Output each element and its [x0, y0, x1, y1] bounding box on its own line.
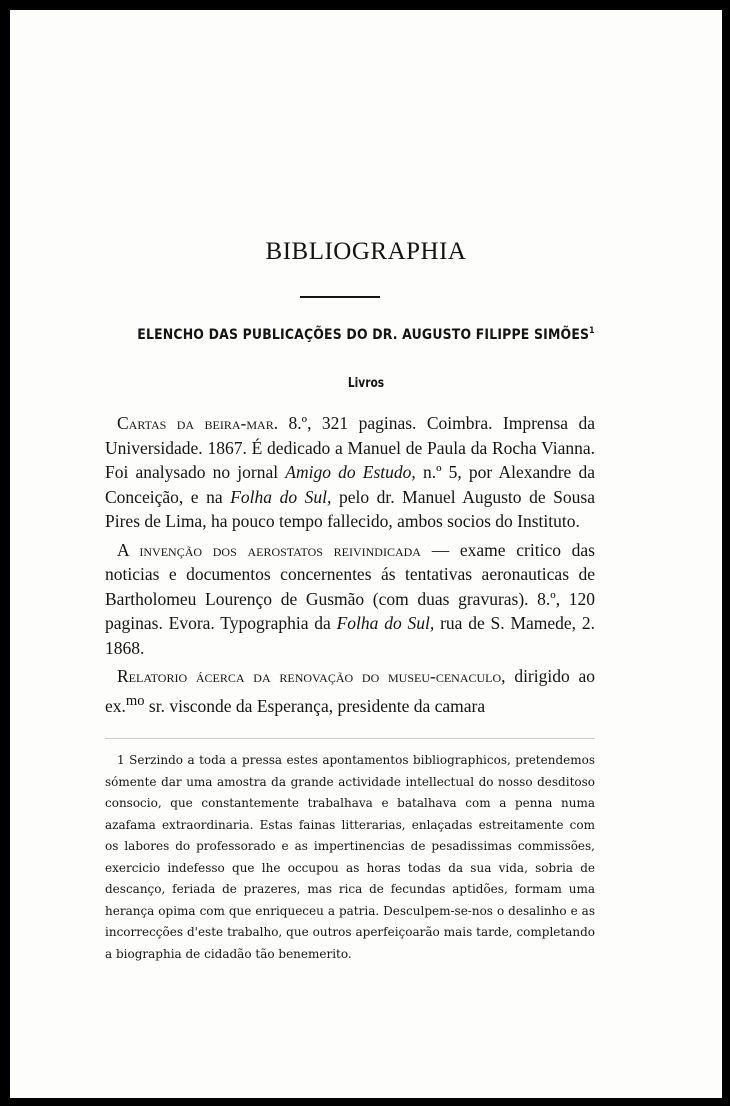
book-page — [10, 10, 722, 1098]
footnote-separator — [105, 738, 595, 739]
entry-italic: Amigo do Estudo, — [285, 462, 416, 482]
entry-text: pelo dr. Manuel Augusto de Sousa Pires de Lima, ha pouco tempo fallecido, ambos socios do Instituto. — [105, 486, 595, 531]
footnote-mark: 1 — [117, 753, 125, 767]
subtitle-footnote-mark: 1 — [589, 326, 595, 336]
page-title: BIBLIOGRAPHIA — [265, 238, 467, 265]
entry-italic: Folha do Sul, — [336, 613, 435, 633]
section-heading: Livros — [347, 376, 385, 391]
entry-italic: Folha do Sul, — [230, 486, 332, 507]
entry-superscript: mo — [125, 692, 145, 709]
entry-text: 8.º, 321 paginas. Coimbra. Imprensa da Universidade. 1867. É dedicado a Manuel de Paula da Rocha Vianna. Foi analysado no jornal — [105, 413, 595, 482]
entry-text: — exame critico das noticias e documentos concernentes ás tentativas aeronauticas de Bartholomeu Lourenço de Gusmão (com duas gravuras). 8.º, 120 paginas. Evora. Typographia da — [105, 539, 595, 633]
footnote — [105, 750, 595, 965]
entry-paragraph — [105, 538, 595, 661]
entry-title: Cartas da beira-mar. — [117, 413, 279, 433]
entry-text: rua de S. Mamede, 2. 1868. — [105, 613, 595, 658]
subtitle-text: ELENCHO DAS PUBLICAÇÕES DO DR. AUGUSTO FILIPPE SIMÕES — [137, 326, 590, 343]
entry-text: dirigido ao ex. — [105, 666, 596, 716]
footnote-text: Serzindo a toda a pressa estes apontamentos bibliographicos, pretendemos sómente dar uma amostra da grande actividade intellectual do nosso desditoso consocio, que constantemente trabalhava e batalhava com a penna numa azafama extraordinaria. Estas fainas litterarias, enlaçadas estreitamente com os labores do professorado e as impertinencias de pesadissimas commissões, exercicio indefesso que lhe occupou as horas todas da sua vida, sobria de descanço, feriada de prazeres, mas rica de fecundas aptidões, formam uma herança opima com que enriqueceu a patria. Desculpem-se-nos o desalinho e as incorrecções d'este trabalho, que outros aperfeiçoarão mais tarde, completando a biographia de cidadão tão benemerito. — [105, 753, 595, 961]
title-rule — [300, 296, 380, 298]
body-text — [105, 411, 595, 722]
footnote-paragraph — [105, 750, 595, 965]
entry-title: Relatorio ácerca da renovação do museu-cenaculo, — [117, 666, 506, 686]
page-subtitle — [60, 326, 672, 343]
entry-text: sr. visconde da Esperança, presidente da camara — [144, 695, 486, 716]
entry-paragraph — [105, 411, 595, 534]
entry-text: n.º 5, por Alexandre da Conceição, e na — [105, 462, 596, 507]
entry-title: A invenção dos aerostatos reivindicada — [117, 539, 421, 560]
entry-paragraph — [105, 664, 595, 718]
